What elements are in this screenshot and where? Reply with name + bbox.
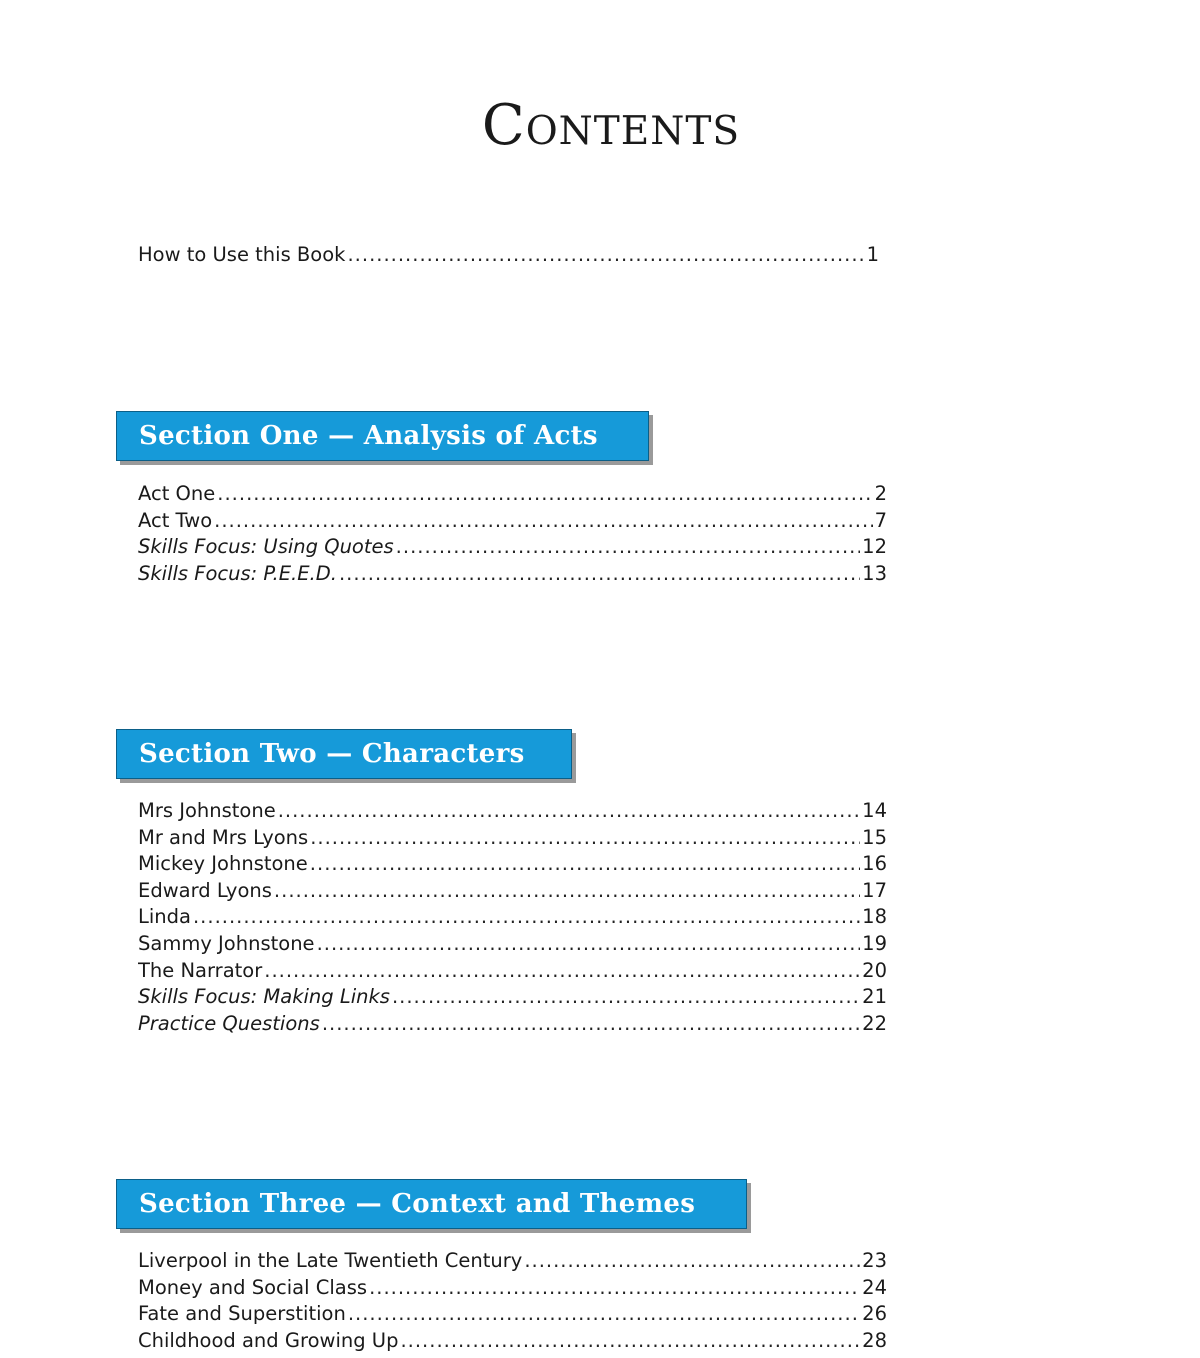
toc-entry-page: 23: [862, 1249, 887, 1272]
toc-entry-page: 1: [866, 243, 879, 266]
toc-entry[interactable]: [138, 534, 887, 561]
toc-entry-page: 2: [874, 482, 887, 505]
toc-entry[interactable]: [138, 1301, 887, 1328]
toc-entry-label: The Narrator: [138, 958, 263, 982]
toc-entry[interactable]: [138, 878, 887, 905]
section-heading: Section Two — Characters: [139, 739, 525, 769]
dot-leader: [264, 958, 860, 985]
section-two-header: [116, 729, 572, 779]
toc-entry-page: 28: [862, 1328, 887, 1352]
dot-leader: [347, 242, 864, 269]
toc-entry-page: 14: [862, 799, 887, 822]
dot-leader: [214, 508, 872, 535]
toc-entry-label: Skills Focus: Making Links: [138, 985, 390, 1009]
dot-leader: [322, 1011, 860, 1038]
toc-entry-label: How to Use this Book: [138, 243, 346, 266]
toc-entry-label: Fate and Superstition: [138, 1302, 346, 1326]
toc-entry-page: 15: [862, 825, 887, 849]
toc-entry-label: Mickey Johnstone: [138, 852, 308, 876]
intro-toc-list: [138, 242, 879, 269]
dot-leader: [400, 1328, 860, 1355]
dot-leader: [524, 1248, 860, 1275]
toc-entry-page: 19: [862, 931, 887, 955]
toc-entry-label: Mr and Mrs Lyons: [138, 825, 309, 849]
dot-leader: [278, 798, 860, 825]
section-heading: Section Three — Context and Themes: [139, 1189, 696, 1219]
section-heading: Section One — Analysis of Acts: [139, 421, 598, 451]
toc-entry-label: Skills Focus: Using Quotes: [138, 535, 394, 559]
dot-leader: [369, 1275, 860, 1302]
toc-entry[interactable]: [138, 825, 887, 852]
dot-leader: [217, 481, 872, 508]
dot-leader: [193, 904, 860, 931]
toc-entry[interactable]: [138, 1328, 887, 1355]
toc-entry-page: 13: [862, 561, 887, 585]
toc-entry-label: Edward Lyons: [138, 878, 272, 902]
toc-entry-page: 24: [862, 1275, 887, 1299]
toc-entry-page: 7: [874, 508, 887, 532]
toc-entry-page: 21: [862, 985, 887, 1009]
toc-entry-page: 26: [862, 1302, 887, 1326]
toc-entry[interactable]: [138, 508, 887, 535]
dot-leader: [310, 825, 860, 852]
dot-leader: [317, 931, 861, 958]
toc-entry-label: Mrs Johnstone: [138, 799, 276, 822]
dot-leader: [392, 984, 860, 1011]
toc-entry-label: Skills Focus: P.E.E.D.: [138, 561, 337, 585]
toc-entry-label: Sammy Johnstone: [138, 931, 315, 955]
dot-leader: [348, 1301, 860, 1328]
toc-entry-page: 17: [862, 878, 887, 902]
toc-entry-label: Practice Questions: [138, 1011, 320, 1035]
dot-leader: [274, 878, 860, 905]
toc-entry-page: 22: [862, 1011, 887, 1035]
dot-leader: [396, 534, 861, 561]
section-one-header: [116, 411, 649, 461]
toc-entry[interactable]: [138, 1011, 887, 1038]
toc-entry-page: 18: [862, 905, 887, 929]
toc-entry[interactable]: [138, 561, 887, 588]
section-three-header: [116, 1179, 747, 1229]
toc-entry-page: 16: [862, 852, 887, 876]
toc-entry[interactable]: [138, 984, 887, 1011]
toc-entry-label: Linda: [138, 905, 191, 929]
toc-entry[interactable]: [138, 798, 887, 825]
section-one-toc-list: [138, 481, 887, 587]
toc-entry-label: Act Two: [138, 508, 213, 532]
section-three-toc-list: [138, 1248, 887, 1354]
section-two-toc-list: [138, 798, 887, 1037]
toc-entry[interactable]: [138, 931, 887, 958]
toc-entry[interactable]: [138, 851, 887, 878]
toc-entry-label: Act One: [138, 482, 216, 505]
toc-entry[interactable]: [138, 1248, 887, 1275]
toc-entry-label: Money and Social Class: [138, 1275, 368, 1299]
toc-entry-page: 12: [862, 535, 887, 559]
toc-entry-page: 20: [862, 958, 887, 982]
toc-entry-label: Liverpool in the Late Twentieth Century: [138, 1249, 523, 1272]
toc-entry-label: Childhood and Growing Up: [138, 1328, 399, 1352]
toc-entry[interactable]: [138, 242, 879, 269]
page-title: Contents: [481, 93, 741, 158]
toc-entry[interactable]: [138, 904, 887, 931]
dot-leader: [339, 561, 860, 588]
toc-entry[interactable]: [138, 481, 887, 508]
toc-entry[interactable]: [138, 1275, 887, 1302]
toc-entry[interactable]: [138, 958, 887, 985]
dot-leader: [310, 851, 860, 878]
